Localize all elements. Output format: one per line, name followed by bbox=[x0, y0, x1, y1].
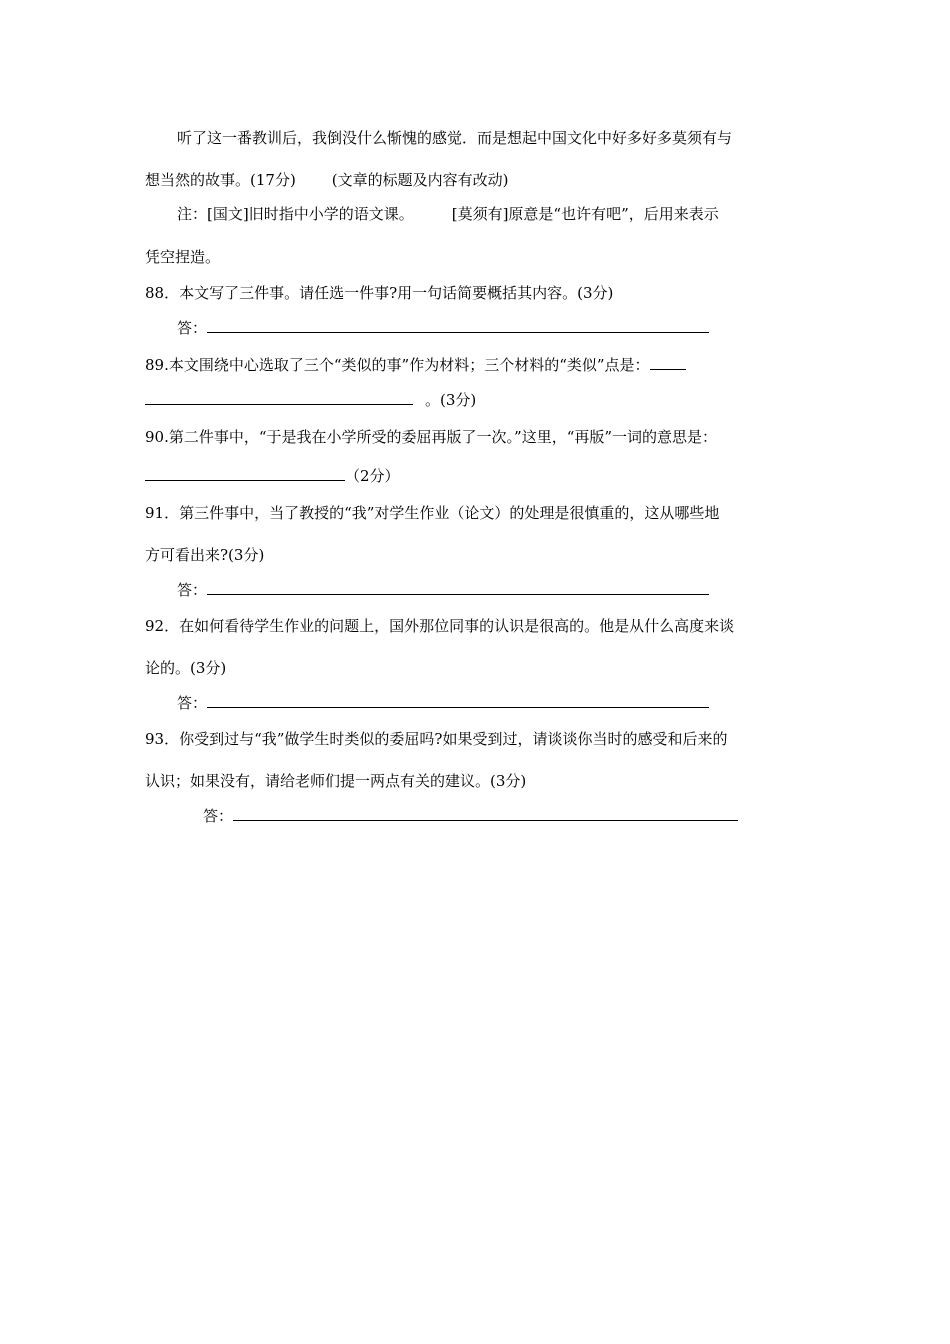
answer-91 bbox=[177, 580, 709, 600]
answer-label: 答： bbox=[177, 581, 208, 599]
note-line bbox=[177, 204, 719, 224]
answer-blank[interactable] bbox=[233, 806, 738, 821]
question-89-cont bbox=[145, 390, 476, 410]
answer-88 bbox=[177, 318, 709, 338]
question-91: 91．第三件事中，当了教授的“我”对学生作业（论文）的处理是很慎重的，这从哪些地 bbox=[145, 504, 720, 522]
answer-blank[interactable] bbox=[650, 355, 686, 370]
answer-label: 答： bbox=[203, 807, 234, 825]
question-91-cont: 方可看出来?(3分) bbox=[145, 546, 265, 564]
question-88: 88．本文写了三件事。请任选一件事?用一句话简要概括其内容。(3分) bbox=[145, 284, 614, 302]
question-90: 90.第二件事中，“于是我在小学所受的委屈再版了一次。”这里，“再版”一词的意思是： bbox=[145, 428, 718, 446]
question-93-cont: 认识；如果没有，请给老师们提一两点有关的建议。(3分) bbox=[145, 772, 527, 790]
answer-label: 答： bbox=[177, 319, 208, 337]
answer-label: 答： bbox=[177, 694, 208, 712]
question-92: 92．在如何看待学生作业的问题上，国外那位同事的认识是很高的。他是从什么高度来谈 bbox=[145, 617, 735, 635]
note-line: 凭空捏造。 bbox=[145, 248, 221, 266]
revision-note: (文章的标题及内容有改动) bbox=[331, 171, 509, 189]
score-tail: 。(3分) bbox=[425, 391, 477, 409]
paragraph-line bbox=[145, 170, 509, 190]
paragraph-text: 想当然的故事。(17分) bbox=[145, 171, 296, 189]
note-moxuyou: [莫须有]原意是“也许有吧”，后用来表示 bbox=[451, 205, 719, 223]
question-93: 93．你受到过与“我”做学生时类似的委屈吗?如果受到过，请谈谈你当时的感受和后来的 bbox=[145, 730, 728, 748]
question-89 bbox=[145, 355, 686, 375]
answer-blank[interactable] bbox=[207, 693, 709, 708]
note-guowen: 注：[国文]旧时指中小学的语文课。 bbox=[177, 205, 414, 223]
score-tail: （2分） bbox=[345, 467, 400, 485]
answer-blank[interactable] bbox=[145, 466, 345, 481]
paragraph-line: 听了这一番教训后，我倒没什么惭愧的感觉．而是想起中国文化中好多好多莫须有与 bbox=[177, 129, 733, 147]
answer-blank[interactable] bbox=[207, 318, 709, 333]
question-92-cont: 论的。(3分) bbox=[145, 659, 227, 677]
answer-blank[interactable] bbox=[145, 390, 413, 405]
answer-92 bbox=[177, 693, 709, 713]
answer-blank[interactable] bbox=[207, 580, 709, 595]
question-90-cont bbox=[145, 466, 400, 486]
answer-93 bbox=[203, 806, 738, 826]
question-text: 89.本文围绕中心选取了三个“类似的事”作为材料；三个材料的“类似”点是： bbox=[145, 356, 650, 374]
